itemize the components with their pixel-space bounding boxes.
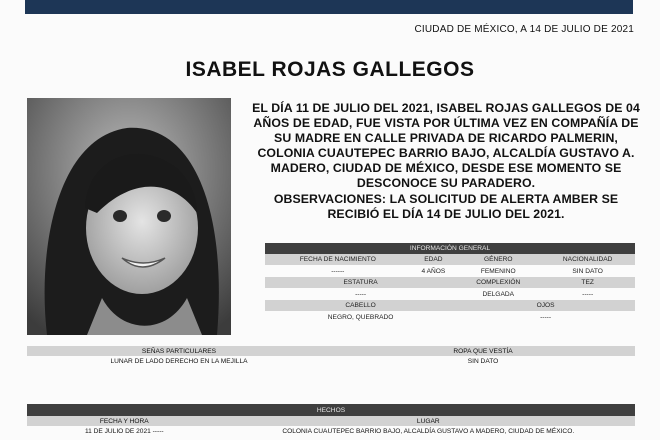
missing-person-photo [27,98,231,335]
case-observations: OBSERVACIONES: LA SOLICITUD DE ALERTA AMBER SE RECIBIÓ EL DÍA 14 DE JULIO DEL 2021. [273,191,619,221]
gender-label: GÉNERO [456,254,540,265]
age-value: 4 AÑOS [411,265,457,277]
general-info-title: INFORMACIÓN GENERAL [265,243,635,254]
marks-value: LUNAR DE LADO DERECHO EN LA MEJILLA [110,358,248,365]
place-label: LUGAR [222,416,635,426]
build-label: COMPLEXIÓN [456,277,540,288]
case-narrative: EL DÍA 11 DE JULIO DEL 2021, ISABEL ROJAS GALLEGOS DE 04 AÑOS DE EDAD, FUE VISTA POR ÚLTIMA VEZ EN COMPAÑÍA DE SU MADRE EN CALLE PRIVADA DE RICARDO PALMERIN, COLONIA CUAUTEPEC BARRIO BAJO, ALCALDÍA GUSTAVO A. MADERO, CIUDAD DE MÉXICO, DESDE ESE MOMENTO SE DESCONOCE SU PARADERO. [252,101,640,191]
skin-label: TEZ [540,277,635,288]
person-name: ISABEL ROJAS GALLEGOS [185,58,475,81]
gender-value: FEMENINO [456,265,540,277]
clothing-label: ROPA QUE VESTÍA [331,346,635,356]
eyes-label: OJOS [456,300,635,311]
eyes-value: ----- [456,311,635,323]
build-value: DELGADA [456,288,540,300]
skin-value: ----- [540,288,635,300]
facts-table [27,404,635,437]
nationality-label: NACIONALIDAD [540,254,635,265]
header-bar [25,0,633,14]
age-label: EDAD [411,254,457,265]
hair-label: CABELLO [265,300,456,311]
birth-date-value: ------ [265,265,411,277]
particulars-table [27,346,635,367]
nationality-value: SIN DATO [540,265,635,277]
datetime-value: 11 DE JULIO DE 2021 ----- [84,428,164,435]
facts-title: HECHOS [27,404,635,416]
general-info-table [265,243,635,323]
place-value: COLONIA CUAUTEPEC BARRIO BAJO, ALCALDÍA GUSTAVO A MADERO, CIUDAD DE MÉXICO. [282,428,575,435]
datetime-label: FECHA Y HORA [27,416,222,426]
height-label: ESTATURA [265,277,456,288]
birth-date-label: FECHA DE NACIMIENTO [265,254,411,265]
marks-label: SEÑAS PARTICULARES [27,346,331,356]
clothing-value: SIN DATO [467,358,499,365]
hair-value: NEGRO, QUEBRADO [265,311,456,323]
height-value: ----- [265,288,456,300]
location-date: CIUDAD DE MÉXICO, A 14 DE JULIO DE 2021 [414,24,634,35]
case-description [250,101,642,222]
